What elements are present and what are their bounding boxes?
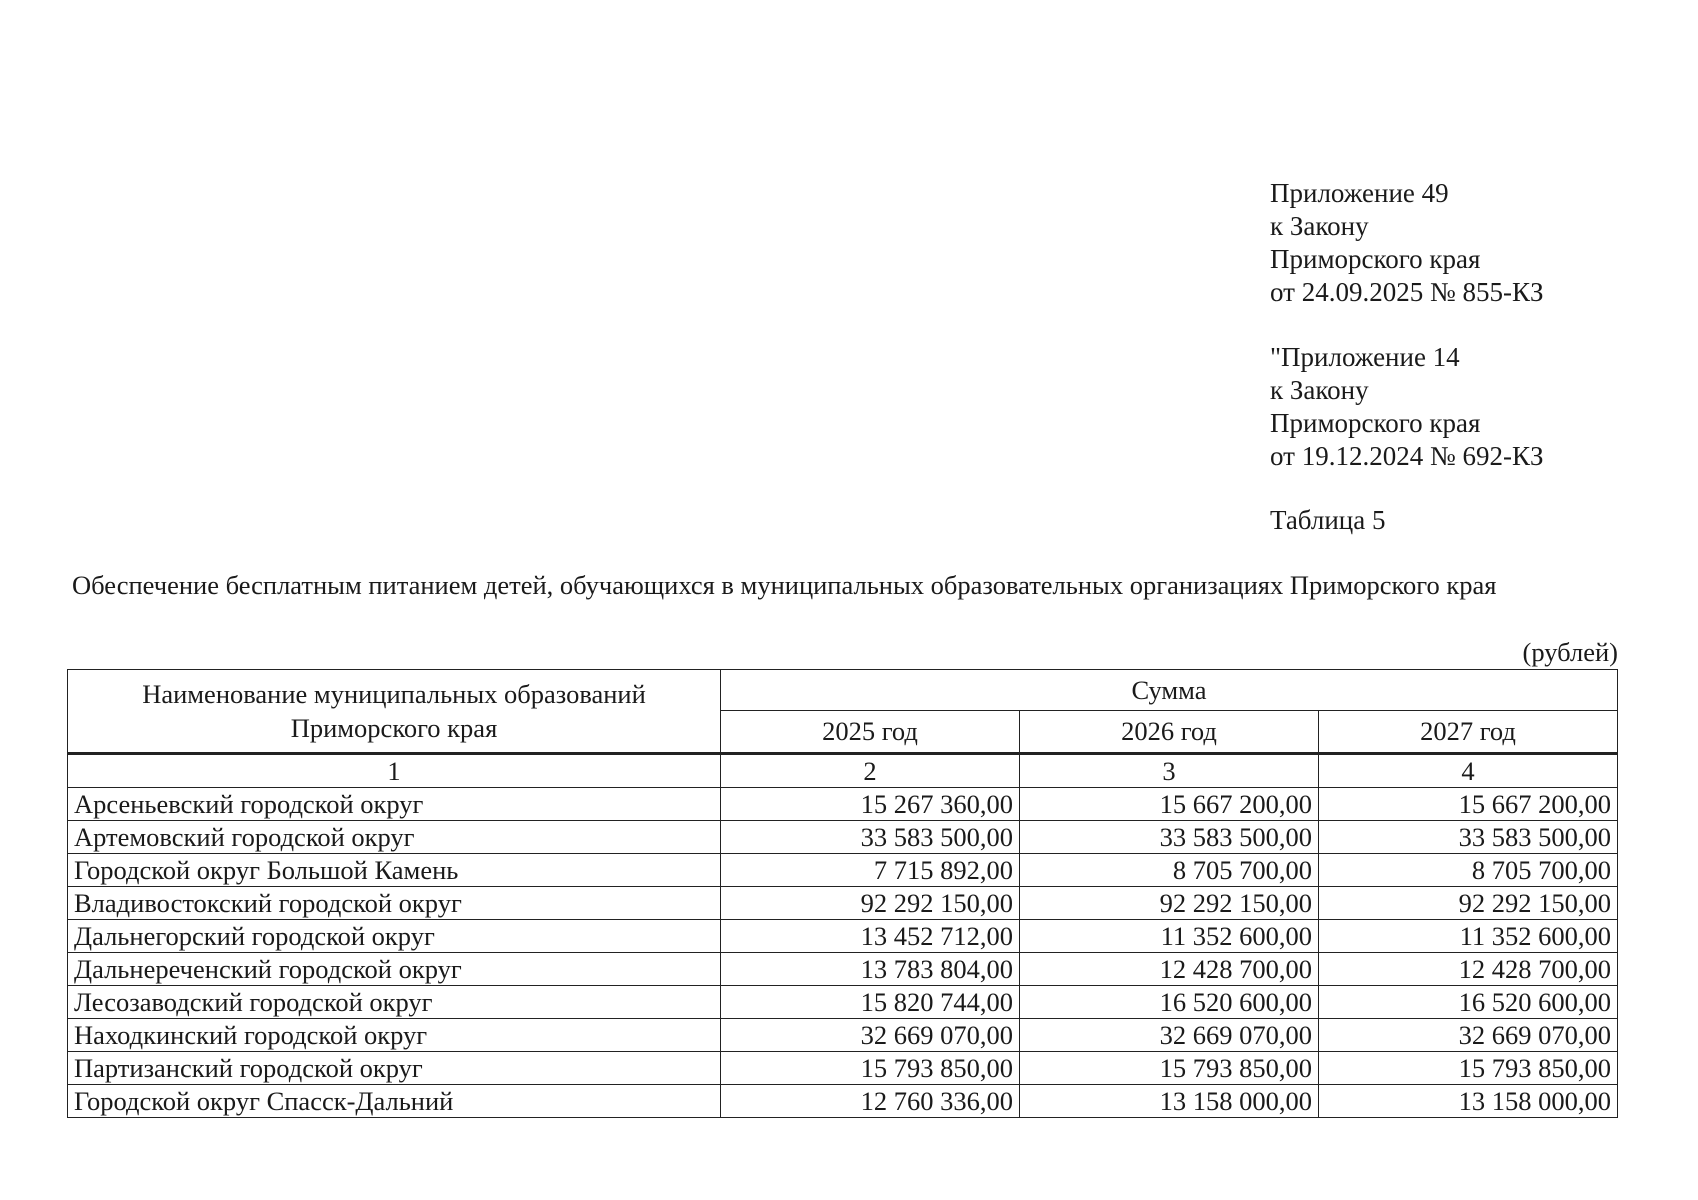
amount-2027: 8 705 700,00 bbox=[1319, 854, 1618, 887]
amount-2026: 13 158 000,00 bbox=[1020, 1085, 1319, 1118]
table-row bbox=[68, 920, 1618, 953]
header-year-2027: 2027 год bbox=[1319, 711, 1618, 754]
amount-2025: 15 267 360,00 bbox=[721, 788, 1020, 821]
column-numbering-row bbox=[68, 754, 1618, 788]
document-title: Обеспечение бесплатным питанием детей, обучающихся в муниципальных образовательных организациях Приморского края bbox=[72, 570, 1497, 600]
municipality-name: Арсеньевский городской округ bbox=[68, 788, 721, 821]
table-row bbox=[68, 854, 1618, 887]
amount-2025: 12 760 336,00 bbox=[721, 1085, 1020, 1118]
amount-2025: 13 783 804,00 bbox=[721, 953, 1020, 986]
funding-table bbox=[67, 669, 1618, 1118]
units-label: (рублей) bbox=[1522, 637, 1618, 667]
amount-2027: 12 428 700,00 bbox=[1319, 953, 1618, 986]
municipality-name: Городской округ Спасск-Дальний bbox=[68, 1085, 721, 1118]
amount-2026: 92 292 150,00 bbox=[1020, 887, 1319, 920]
column-number: 1 bbox=[68, 754, 721, 788]
amount-2026: 12 428 700,00 bbox=[1020, 953, 1319, 986]
appendix-current-block bbox=[1270, 177, 1543, 309]
municipality-name: Артемовский городской округ bbox=[68, 821, 721, 854]
municipality-name: Владивостокский городской округ bbox=[68, 887, 721, 920]
amount-2025: 92 292 150,00 bbox=[721, 887, 1020, 920]
table-row bbox=[68, 986, 1618, 1019]
amount-2026: 15 667 200,00 bbox=[1020, 788, 1319, 821]
appendix-amended-line-2: к Закону bbox=[1270, 375, 1369, 405]
amount-2025: 13 452 712,00 bbox=[721, 920, 1020, 953]
appendix-current-line-1: Приложение 49 bbox=[1270, 178, 1449, 208]
amount-2026: 16 520 600,00 bbox=[1020, 986, 1319, 1019]
amount-2027: 11 352 600,00 bbox=[1319, 920, 1618, 953]
appendix-amended-line-3: Приморского края bbox=[1270, 408, 1481, 438]
amount-2027: 92 292 150,00 bbox=[1319, 887, 1618, 920]
appendix-current-line-3: Приморского края bbox=[1270, 244, 1481, 274]
amount-2025: 33 583 500,00 bbox=[721, 821, 1020, 854]
header-sum: Сумма bbox=[721, 670, 1618, 711]
appendix-current-line-2: к Закону bbox=[1270, 211, 1369, 241]
table-row bbox=[68, 1052, 1618, 1085]
table-row bbox=[68, 953, 1618, 986]
municipality-name: Находкинский городской округ bbox=[68, 1019, 721, 1052]
table-row bbox=[68, 821, 1618, 854]
column-number: 2 bbox=[721, 754, 1020, 788]
amount-2027: 13 158 000,00 bbox=[1319, 1085, 1618, 1118]
amount-2027: 15 793 850,00 bbox=[1319, 1052, 1618, 1085]
table-row bbox=[68, 1085, 1618, 1118]
amount-2026: 32 669 070,00 bbox=[1020, 1019, 1319, 1052]
municipality-name: Лесозаводский городской округ bbox=[68, 986, 721, 1019]
table-row bbox=[68, 1019, 1618, 1052]
appendix-amended-block bbox=[1270, 341, 1543, 473]
appendix-amended-line-1: "Приложение 14 bbox=[1270, 342, 1460, 372]
amount-2027: 16 520 600,00 bbox=[1319, 986, 1618, 1019]
appendix-amended-line-4: от 19.12.2024 № 692-КЗ bbox=[1270, 441, 1544, 471]
amount-2026: 33 583 500,00 bbox=[1020, 821, 1319, 854]
amount-2025: 32 669 070,00 bbox=[721, 1019, 1020, 1052]
amount-2026: 15 793 850,00 bbox=[1020, 1052, 1319, 1085]
amount-2025: 7 715 892,00 bbox=[721, 854, 1020, 887]
amount-2025: 15 793 850,00 bbox=[721, 1052, 1020, 1085]
table-row bbox=[68, 788, 1618, 821]
amount-2027: 15 667 200,00 bbox=[1319, 788, 1618, 821]
municipality-name: Дальнереченский городской округ bbox=[68, 953, 721, 986]
amount-2026: 8 705 700,00 bbox=[1020, 854, 1319, 887]
amount-2027: 33 583 500,00 bbox=[1319, 821, 1618, 854]
amount-2026: 11 352 600,00 bbox=[1020, 920, 1319, 953]
header-year-2025: 2025 год bbox=[721, 711, 1020, 754]
header-municipality-name: Наименование муниципальных образований Приморского края bbox=[68, 670, 721, 754]
table-row bbox=[68, 887, 1618, 920]
header-year-2026: 2026 год bbox=[1020, 711, 1319, 754]
municipality-name: Партизанский городской округ bbox=[68, 1052, 721, 1085]
amount-2025: 15 820 744,00 bbox=[721, 986, 1020, 1019]
table-label: Таблица 5 bbox=[1270, 505, 1386, 535]
municipality-name: Дальнегорский городской округ bbox=[68, 920, 721, 953]
appendix-current-line-4: от 24.09.2025 № 855-КЗ bbox=[1270, 277, 1544, 307]
column-number: 4 bbox=[1319, 754, 1618, 788]
amount-2027: 32 669 070,00 bbox=[1319, 1019, 1618, 1052]
column-number: 3 bbox=[1020, 754, 1319, 788]
municipality-name: Городской округ Большой Камень bbox=[68, 854, 721, 887]
